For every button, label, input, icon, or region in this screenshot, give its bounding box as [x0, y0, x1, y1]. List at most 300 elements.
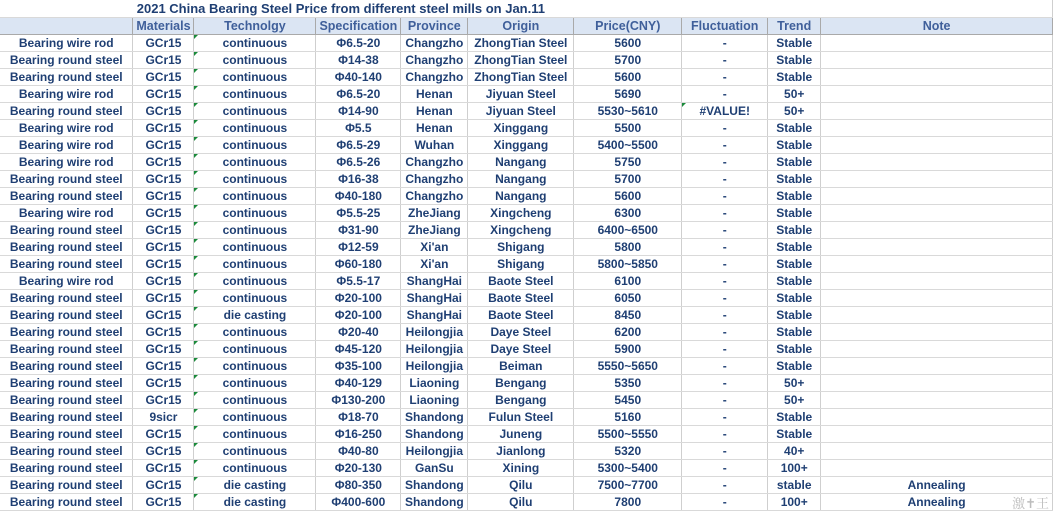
table-cell[interactable] [821, 341, 1053, 358]
table-cell[interactable]: continuous [194, 426, 316, 443]
table-cell[interactable]: Heilongjia [401, 324, 468, 341]
table-cell[interactable]: Stable [768, 273, 821, 290]
column-header-3[interactable]: Specification [316, 18, 401, 35]
table-cell[interactable]: Φ40-129 [316, 375, 401, 392]
table-cell[interactable]: 6300 [574, 205, 682, 222]
table-cell[interactable]: 5550~5650 [574, 358, 682, 375]
table-cell[interactable]: Stable [768, 409, 821, 426]
table-cell[interactable]: Bearing round steel [0, 324, 133, 341]
table-cell[interactable]: 5320 [574, 443, 682, 460]
table-cell[interactable]: Annealing [821, 494, 1053, 511]
table-cell[interactable]: continuous [194, 290, 316, 307]
table-cell[interactable]: Heilongjia [401, 341, 468, 358]
table-cell[interactable]: GCr15 [133, 375, 194, 392]
table-cell[interactable]: Xinggang [468, 137, 574, 154]
table-cell[interactable]: Bearing round steel [0, 460, 133, 477]
table-cell[interactable]: Φ14-38 [316, 52, 401, 69]
table-cell[interactable]: - [682, 171, 768, 188]
table-cell[interactable]: Φ60-180 [316, 256, 401, 273]
table-cell[interactable]: - [682, 120, 768, 137]
table-cell[interactable]: 5600 [574, 35, 682, 52]
table-cell[interactable] [821, 103, 1053, 120]
table-cell[interactable]: 7800 [574, 494, 682, 511]
table-cell[interactable]: - [682, 494, 768, 511]
table-cell[interactable]: Stable [768, 188, 821, 205]
table-row [0, 52, 1053, 69]
table-cell[interactable]: #VALUE! [682, 103, 768, 120]
table-cell[interactable]: continuous [194, 52, 316, 69]
column-header-5[interactable]: Origin [468, 18, 574, 35]
table-cell[interactable]: - [682, 409, 768, 426]
table-cell[interactable]: Qilu [468, 494, 574, 511]
table-cell[interactable]: 5300~5400 [574, 460, 682, 477]
table-cell[interactable]: 5450 [574, 392, 682, 409]
column-header-6[interactable]: Price(CNY) [574, 18, 682, 35]
table-cell[interactable]: GCr15 [133, 69, 194, 86]
table-cell[interactable]: Stable [768, 290, 821, 307]
table-cell[interactable]: Φ6.5-20 [316, 86, 401, 103]
table-cell[interactable]: 50+ [768, 103, 821, 120]
table-cell[interactable]: Xingcheng [468, 205, 574, 222]
table-cell[interactable]: GCr15 [133, 205, 194, 222]
table-cell[interactable]: GCr15 [133, 477, 194, 494]
column-header-2[interactable]: Technolgy [194, 18, 316, 35]
table-cell[interactable]: Bearing wire rod [0, 273, 133, 290]
table-cell[interactable]: Bearing round steel [0, 307, 133, 324]
table-cell[interactable]: Xinggang [468, 120, 574, 137]
table-cell[interactable]: Qilu [468, 477, 574, 494]
table-cell[interactable]: Bearing round steel [0, 239, 133, 256]
table-cell[interactable]: GCr15 [133, 171, 194, 188]
table-row [0, 392, 1053, 409]
table-cell[interactable]: Φ16-38 [316, 171, 401, 188]
table-cell[interactable]: Fulun Steel [468, 409, 574, 426]
table-cell[interactable]: Nangang [468, 188, 574, 205]
table-cell[interactable] [821, 188, 1053, 205]
table-cell[interactable]: 50+ [768, 86, 821, 103]
table-cell[interactable]: Φ80-350 [316, 477, 401, 494]
column-header-4[interactable]: Province [401, 18, 468, 35]
sheet-title[interactable]: 2021 China Bearing Steel Price from different steel mills on Jan.11 [0, 0, 682, 18]
table-cell[interactable]: - [682, 324, 768, 341]
table-cell[interactable]: Φ5.5-17 [316, 273, 401, 290]
table-cell[interactable]: die casting [194, 477, 316, 494]
table-cell[interactable]: 5600 [574, 69, 682, 86]
table-cell[interactable]: continuous [194, 154, 316, 171]
table-cell[interactable]: Heilongjia [401, 358, 468, 375]
table-cell[interactable]: - [682, 358, 768, 375]
table-cell[interactable] [821, 256, 1053, 273]
table-cell[interactable]: Φ40-180 [316, 188, 401, 205]
table-cell[interactable] [821, 52, 1053, 69]
table-cell[interactable]: Juneng [468, 426, 574, 443]
table-cell[interactable]: GCr15 [133, 273, 194, 290]
table-cell[interactable]: Baote Steel [468, 307, 574, 324]
table-cell[interactable]: Bearing round steel [0, 69, 133, 86]
table-cell[interactable]: Wuhan [401, 137, 468, 154]
table-cell[interactable]: ZhongTian Steel [468, 35, 574, 52]
table-cell[interactable]: Baote Steel [468, 273, 574, 290]
table-cell[interactable]: Stable [768, 35, 821, 52]
table-cell[interactable]: Φ400-600 [316, 494, 401, 511]
table-cell[interactable]: continuous [194, 222, 316, 239]
table-cell[interactable]: Bearing round steel [0, 426, 133, 443]
table-cell[interactable]: continuous [194, 324, 316, 341]
table-cell[interactable]: - [682, 426, 768, 443]
table-cell[interactable]: Bearing round steel [0, 409, 133, 426]
table-cell[interactable]: continuous [194, 256, 316, 273]
table-cell[interactable]: Heilongjia [401, 443, 468, 460]
table-cell[interactable]: Φ14-90 [316, 103, 401, 120]
table-cell[interactable]: GCr15 [133, 154, 194, 171]
table-cell[interactable]: Stable [768, 171, 821, 188]
table-cell[interactable]: GCr15 [133, 494, 194, 511]
table-cell[interactable]: continuous [194, 35, 316, 52]
table-cell[interactable]: 6400~6500 [574, 222, 682, 239]
table-cell[interactable]: Shandong [401, 494, 468, 511]
table-cell[interactable]: Bengang [468, 392, 574, 409]
table-cell[interactable]: Bearing wire rod [0, 154, 133, 171]
table-cell[interactable] [821, 392, 1053, 409]
table-cell[interactable]: 5700 [574, 52, 682, 69]
table-cell[interactable]: Shigang [468, 256, 574, 273]
table-cell[interactable]: continuous [194, 205, 316, 222]
table-cell[interactable]: GCr15 [133, 256, 194, 273]
table-cell[interactable]: Bearing wire rod [0, 137, 133, 154]
table-cell[interactable]: - [682, 205, 768, 222]
table-cell[interactable] [821, 69, 1053, 86]
table-cell[interactable]: Φ130-200 [316, 392, 401, 409]
table-cell[interactable]: - [682, 443, 768, 460]
table-row [0, 460, 1053, 477]
table-cell[interactable]: 6100 [574, 273, 682, 290]
table-cell[interactable]: GCr15 [133, 341, 194, 358]
table-cell[interactable]: Xining [468, 460, 574, 477]
table-cell[interactable] [821, 171, 1053, 188]
table-cell[interactable]: 50+ [768, 392, 821, 409]
table-row [0, 443, 1053, 460]
table-cell[interactable]: 100+ [768, 460, 821, 477]
table-cell[interactable] [821, 290, 1053, 307]
table-cell[interactable]: ZhongTian Steel [468, 69, 574, 86]
table-cell[interactable]: Φ20-130 [316, 460, 401, 477]
column-header-8[interactable]: Trend [768, 18, 821, 35]
table-cell[interactable]: 5500 [574, 120, 682, 137]
table-cell[interactable]: Shandong [401, 477, 468, 494]
table-cell[interactable]: - [682, 188, 768, 205]
table-cell[interactable] [821, 86, 1053, 103]
table-cell[interactable]: GCr15 [133, 239, 194, 256]
table-cell[interactable]: Henan [401, 103, 468, 120]
table-cell[interactable] [821, 307, 1053, 324]
table-cell[interactable]: 7500~7700 [574, 477, 682, 494]
table-cell[interactable]: - [682, 86, 768, 103]
table-cell[interactable]: GCr15 [133, 52, 194, 69]
table-cell[interactable]: Φ40-140 [316, 69, 401, 86]
table-cell[interactable]: Bearing round steel [0, 341, 133, 358]
table-cell[interactable]: Stable [768, 154, 821, 171]
table-cell[interactable]: 5690 [574, 86, 682, 103]
table-cell[interactable]: Changzho [401, 35, 468, 52]
table-cell[interactable]: Φ35-100 [316, 358, 401, 375]
table-cell[interactable] [821, 222, 1053, 239]
table-row [0, 154, 1053, 171]
table-cell[interactable]: GCr15 [133, 35, 194, 52]
table-cell[interactable]: Stable [768, 341, 821, 358]
table-cell[interactable]: - [682, 35, 768, 52]
table-cell[interactable]: - [682, 460, 768, 477]
table-cell[interactable]: Xi'an [401, 256, 468, 273]
table-cell[interactable] [821, 358, 1053, 375]
table-cell[interactable]: Liaoning [401, 392, 468, 409]
table-cell[interactable] [821, 35, 1053, 52]
table-cell[interactable]: Annealing [821, 477, 1053, 494]
table-cell[interactable]: Φ6.5-26 [316, 154, 401, 171]
table-cell[interactable]: 9sicr [133, 409, 194, 426]
table-cell[interactable]: Shandong [401, 409, 468, 426]
table-cell[interactable]: - [682, 52, 768, 69]
table-cell[interactable]: Stable [768, 358, 821, 375]
table-cell[interactable]: Bearing round steel [0, 188, 133, 205]
table-cell[interactable]: - [682, 256, 768, 273]
table-cell[interactable]: ZheJiang [401, 222, 468, 239]
table-cell[interactable]: continuous [194, 239, 316, 256]
table-cell[interactable]: Stable [768, 205, 821, 222]
table-cell[interactable]: continuous [194, 103, 316, 120]
table-cell[interactable]: ShangHai [401, 273, 468, 290]
table-cell[interactable]: 8450 [574, 307, 682, 324]
table-cell[interactable]: - [682, 375, 768, 392]
title-blank[interactable] [682, 0, 1053, 18]
table-cell[interactable]: 5350 [574, 375, 682, 392]
table-cell[interactable]: ShangHai [401, 307, 468, 324]
table-cell[interactable]: GCr15 [133, 103, 194, 120]
table-cell[interactable]: Stable [768, 52, 821, 69]
table-cell[interactable]: Φ6.5-20 [316, 35, 401, 52]
table-cell[interactable]: Henan [401, 86, 468, 103]
table-cell[interactable]: Stable [768, 222, 821, 239]
table-cell[interactable]: Jianlong [468, 443, 574, 460]
table-cell[interactable]: continuous [194, 273, 316, 290]
table-cell[interactable]: continuous [194, 443, 316, 460]
table-cell[interactable] [821, 239, 1053, 256]
table-cell[interactable]: continuous [194, 392, 316, 409]
column-header-0[interactable] [0, 18, 133, 35]
table-cell[interactable]: ZhongTian Steel [468, 52, 574, 69]
table-cell[interactable]: Bearing round steel [0, 358, 133, 375]
table-cell[interactable] [821, 137, 1053, 154]
table-cell[interactable]: - [682, 222, 768, 239]
table-row [0, 86, 1053, 103]
table-cell[interactable]: 5900 [574, 341, 682, 358]
table-cell[interactable]: Daye Steel [468, 324, 574, 341]
table-cell[interactable]: Stable [768, 426, 821, 443]
column-header-7[interactable]: Fluctuation [682, 18, 768, 35]
table-cell[interactable]: 5800~5850 [574, 256, 682, 273]
table-cell[interactable]: - [682, 307, 768, 324]
table-cell[interactable]: 5500~5550 [574, 426, 682, 443]
table-cell[interactable]: Φ12-59 [316, 239, 401, 256]
table-cell[interactable]: GCr15 [133, 120, 194, 137]
table-cell[interactable]: Nangang [468, 171, 574, 188]
table-cell[interactable]: Henan [401, 120, 468, 137]
table-cell[interactable]: Nangang [468, 154, 574, 171]
table-cell[interactable]: - [682, 273, 768, 290]
table-cell[interactable]: Φ45-120 [316, 341, 401, 358]
table-cell[interactable]: Φ40-80 [316, 443, 401, 460]
table-cell[interactable] [821, 120, 1053, 137]
table-cell[interactable]: continuous [194, 460, 316, 477]
table-cell[interactable]: Φ31-90 [316, 222, 401, 239]
table-cell[interactable]: Bearing wire rod [0, 205, 133, 222]
table-cell[interactable]: GCr15 [133, 307, 194, 324]
table-cell[interactable]: 6050 [574, 290, 682, 307]
table-cell[interactable]: Changzho [401, 52, 468, 69]
table-cell[interactable]: GCr15 [133, 324, 194, 341]
table-cell[interactable]: Φ20-100 [316, 290, 401, 307]
table-cell[interactable]: GCr15 [133, 460, 194, 477]
table-cell[interactable]: - [682, 137, 768, 154]
table-cell[interactable] [821, 460, 1053, 477]
table-cell[interactable]: 5600 [574, 188, 682, 205]
table-cell[interactable]: GCr15 [133, 222, 194, 239]
table-row [0, 358, 1053, 375]
table-cell[interactable]: Φ6.5-29 [316, 137, 401, 154]
table-cell[interactable]: - [682, 392, 768, 409]
table-cell[interactable]: continuous [194, 341, 316, 358]
table-cell[interactable]: Bearing round steel [0, 290, 133, 307]
table-cell[interactable]: 50+ [768, 375, 821, 392]
table-cell[interactable]: ZheJiang [401, 205, 468, 222]
table-cell[interactable] [821, 205, 1053, 222]
table-cell[interactable]: Φ20-100 [316, 307, 401, 324]
table-cell[interactable]: Jiyuan Steel [468, 103, 574, 120]
table-cell[interactable]: Bearing round steel [0, 494, 133, 511]
table-cell[interactable]: 6200 [574, 324, 682, 341]
table-cell[interactable]: Φ18-70 [316, 409, 401, 426]
table-cell[interactable]: Changzho [401, 188, 468, 205]
table-cell[interactable]: Φ5.5-25 [316, 205, 401, 222]
table-cell[interactable]: GCr15 [133, 137, 194, 154]
table-cell[interactable]: Bearing wire rod [0, 120, 133, 137]
table-cell[interactable]: Bearing round steel [0, 477, 133, 494]
table-cell[interactable]: continuous [194, 69, 316, 86]
table-cell[interactable]: Stable [768, 324, 821, 341]
table-cell[interactable]: die casting [194, 307, 316, 324]
table-cell[interactable]: Shigang [468, 239, 574, 256]
table-cell[interactable]: Φ5.5 [316, 120, 401, 137]
table-cell[interactable] [821, 409, 1053, 426]
table-cell[interactable]: continuous [194, 358, 316, 375]
table-cell[interactable]: Stable [768, 120, 821, 137]
table-cell[interactable]: Bearing round steel [0, 443, 133, 460]
table-cell[interactable]: GCr15 [133, 358, 194, 375]
table-cell[interactable]: Changzho [401, 69, 468, 86]
table-cell[interactable]: ShangHai [401, 290, 468, 307]
table-cell[interactable]: - [682, 69, 768, 86]
table-cell[interactable]: Jiyuan Steel [468, 86, 574, 103]
table-cell[interactable]: 5160 [574, 409, 682, 426]
table-cell[interactable]: GCr15 [133, 392, 194, 409]
table-cell[interactable]: Daye Steel [468, 341, 574, 358]
table-cell[interactable]: Bearing round steel [0, 52, 133, 69]
table-cell[interactable]: GCr15 [133, 426, 194, 443]
table-cell[interactable]: continuous [194, 188, 316, 205]
table-cell[interactable]: continuous [194, 375, 316, 392]
column-header-1[interactable]: Materials [133, 18, 194, 35]
table-cell[interactable] [821, 426, 1053, 443]
table-cell[interactable]: 40+ [768, 443, 821, 460]
table-cell[interactable]: Liaoning [401, 375, 468, 392]
table-cell[interactable]: Bengang [468, 375, 574, 392]
table-cell[interactable] [821, 443, 1053, 460]
table-cell[interactable] [821, 324, 1053, 341]
table-cell[interactable]: GanSu [401, 460, 468, 477]
table-cell[interactable]: Stable [768, 256, 821, 273]
table-cell[interactable]: GCr15 [133, 188, 194, 205]
table-cell[interactable]: GCr15 [133, 443, 194, 460]
table-cell[interactable]: 5700 [574, 171, 682, 188]
table-cell[interactable]: Stable [768, 307, 821, 324]
table-cell[interactable]: 5800 [574, 239, 682, 256]
table-cell[interactable]: Beiman [468, 358, 574, 375]
table-cell[interactable]: Bearing round steel [0, 171, 133, 188]
table-cell[interactable]: 5530~5610 [574, 103, 682, 120]
table-cell[interactable]: Bearing wire rod [0, 35, 133, 52]
table-cell[interactable] [821, 273, 1053, 290]
table-cell[interactable]: Bearing round steel [0, 392, 133, 409]
table-cell[interactable]: - [682, 239, 768, 256]
table-cell[interactable]: Xi'an [401, 239, 468, 256]
table-cell[interactable]: Φ20-40 [316, 324, 401, 341]
table-cell[interactable]: Shandong [401, 426, 468, 443]
table-cell[interactable]: Stable [768, 69, 821, 86]
table-cell[interactable]: Xingcheng [468, 222, 574, 239]
table-cell[interactable]: Bearing round steel [0, 375, 133, 392]
table-cell[interactable]: continuous [194, 120, 316, 137]
table-cell[interactable]: Φ16-250 [316, 426, 401, 443]
table-cell[interactable] [821, 375, 1053, 392]
column-header-9[interactable]: Note [821, 18, 1053, 35]
table-cell[interactable]: stable [768, 477, 821, 494]
table-cell[interactable]: - [682, 290, 768, 307]
table-cell[interactable]: - [682, 341, 768, 358]
table-cell[interactable]: die casting [194, 494, 316, 511]
table-cell[interactable] [821, 154, 1053, 171]
table-cell[interactable]: 100+ [768, 494, 821, 511]
table-cell[interactable]: Bearing wire rod [0, 86, 133, 103]
table-cell[interactable]: - [682, 477, 768, 494]
table-cell[interactable]: Changzho [401, 154, 468, 171]
table-cell[interactable]: continuous [194, 86, 316, 103]
table-cell[interactable]: continuous [194, 137, 316, 154]
table-cell[interactable]: 5750 [574, 154, 682, 171]
table-cell[interactable]: - [682, 154, 768, 171]
table-cell[interactable]: 5400~5500 [574, 137, 682, 154]
table-cell[interactable]: Bearing round steel [0, 103, 133, 120]
table-cell[interactable]: Bearing round steel [0, 222, 133, 239]
table-cell[interactable]: Bearing round steel [0, 256, 133, 273]
table-cell[interactable]: Changzho [401, 171, 468, 188]
table-cell[interactable]: Stable [768, 239, 821, 256]
table-cell[interactable]: Stable [768, 137, 821, 154]
table-cell[interactable]: continuous [194, 171, 316, 188]
table-cell[interactable]: continuous [194, 409, 316, 426]
table-cell[interactable]: GCr15 [133, 290, 194, 307]
table-cell[interactable]: GCr15 [133, 86, 194, 103]
table-row [0, 69, 1053, 86]
table-cell[interactable]: Baote Steel [468, 290, 574, 307]
